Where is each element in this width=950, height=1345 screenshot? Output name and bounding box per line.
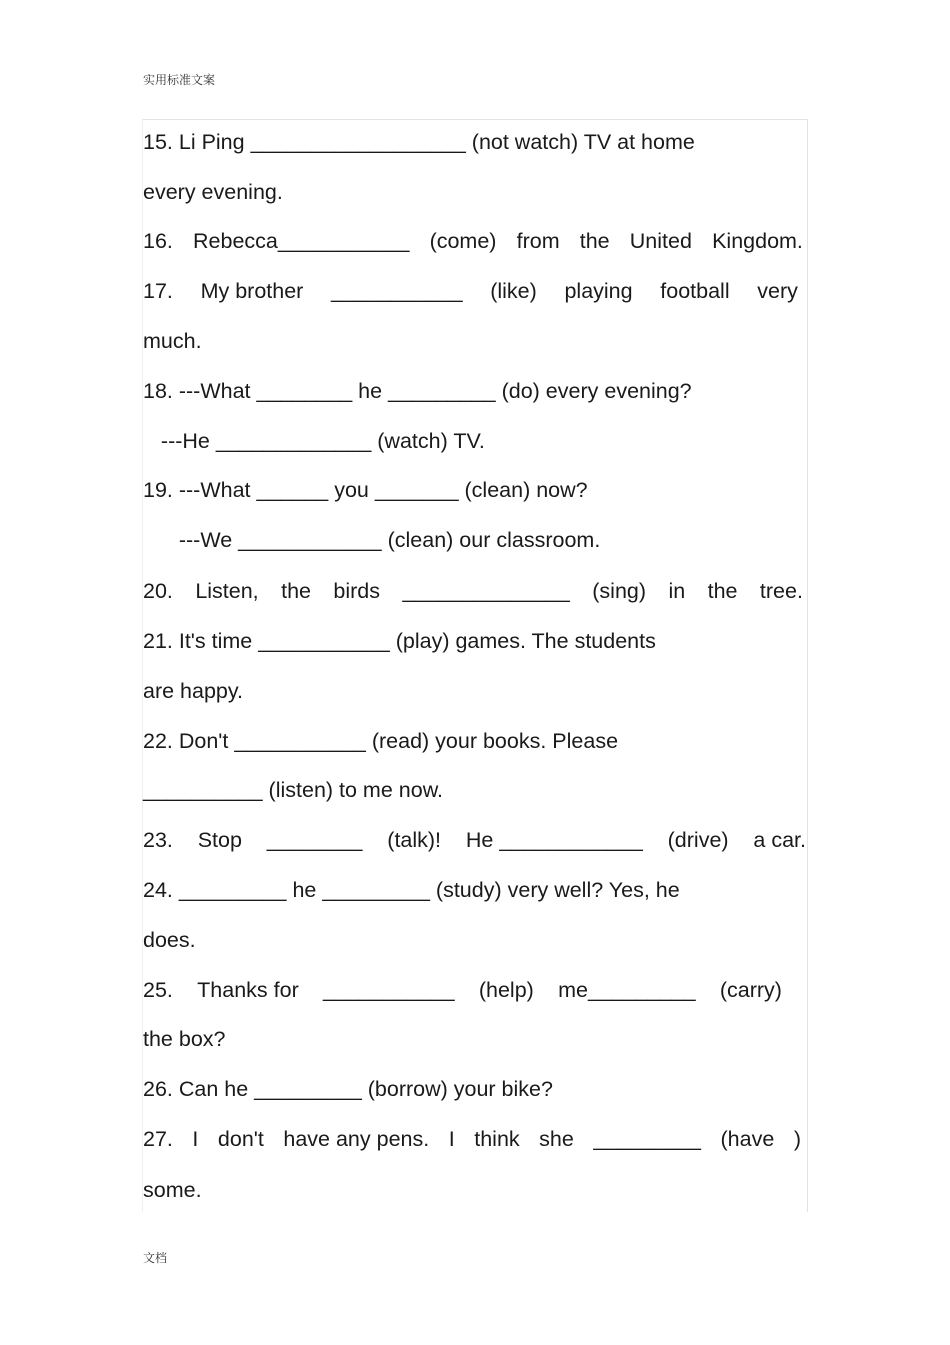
exercise-line-17b: much.: [143, 329, 202, 353]
word: a car.: [753, 828, 806, 852]
exercise-line-21b: are happy.: [143, 679, 244, 703]
exercise-line-17a: [143, 277, 798, 305]
exercise-line-18b: ---He _____________ (watch) TV.: [143, 429, 485, 453]
word: Kingdom.: [712, 229, 803, 253]
word: (come): [429, 229, 497, 253]
exercise-line-24b: does.: [143, 928, 196, 952]
exercise-line-25a: [143, 976, 782, 1004]
word: the: [707, 579, 738, 603]
word: ________: [266, 828, 363, 852]
word: Rebecca___________: [193, 229, 410, 253]
word: ___________: [331, 279, 463, 303]
exercise-line-15a: 15. Li Ping __________________ (not watch) TV at home: [143, 130, 695, 154]
exercise-line-20: [143, 577, 803, 605]
exercise-line-27a: [143, 1125, 801, 1153]
word: 17.: [143, 279, 173, 303]
word: 16.: [143, 229, 173, 253]
word: My brother: [200, 279, 304, 303]
word: (have: [720, 1127, 775, 1151]
exercise-line-24a: 24. _________ he _________ (study) very well? Yes, he: [143, 878, 680, 902]
page-header: 实用标准文案: [143, 73, 216, 87]
exercise-line-22a: 22. Don't ___________ (read) your books. Please: [143, 729, 619, 753]
word: (carry): [719, 978, 782, 1002]
word: the: [579, 229, 610, 253]
word: 20.: [143, 579, 173, 603]
word: the: [281, 579, 311, 603]
page-footer: 文档: [143, 1251, 168, 1265]
word: I: [192, 1127, 199, 1151]
word: (like): [490, 279, 537, 303]
word: 25.: [143, 978, 173, 1002]
exercise-line-21a: 21. It's time ___________ (play) games. The students: [143, 629, 656, 653]
exercise-line-19a: 19. ---What ______ you _______ (clean) now?: [143, 478, 588, 502]
word: Stop: [197, 828, 242, 852]
exercise-line-18a: 18. ---What ________ he _________ (do) every evening?: [143, 379, 692, 403]
word: birds: [333, 579, 381, 603]
exercise-line-16: [143, 227, 803, 255]
word: think: [474, 1127, 520, 1151]
word: ___________: [323, 978, 455, 1002]
word: He ____________: [465, 828, 643, 852]
word: I: [448, 1127, 455, 1151]
exercise-line-19b: ---We ____________ (clean) our classroom.: [143, 528, 601, 552]
exercise-line-25b: the box?: [143, 1027, 226, 1051]
word: from: [516, 229, 560, 253]
word: (talk)!: [387, 828, 442, 852]
exercise-line-26: 26. Can he _________ (borrow) your bike?: [143, 1077, 553, 1101]
word: United: [629, 229, 692, 253]
word: 23.: [143, 828, 173, 852]
exercise-line-15b: every evening.: [143, 180, 283, 204]
exercise-line-22b: __________ (listen) to me now.: [143, 778, 444, 802]
word: Listen,: [195, 579, 259, 603]
word: tree.: [759, 579, 803, 603]
word: 27.: [143, 1127, 173, 1151]
word: very: [757, 279, 798, 303]
word: don't: [217, 1127, 264, 1151]
word: ): [793, 1127, 801, 1151]
exercise-line-23: [143, 826, 806, 854]
word: in: [668, 579, 686, 603]
word: have any pens.: [283, 1127, 430, 1151]
word: me_________: [558, 978, 696, 1002]
word: (help): [478, 978, 534, 1002]
word: (drive): [667, 828, 729, 852]
word: football: [660, 279, 730, 303]
word: _________: [593, 1127, 701, 1151]
word: playing: [564, 279, 633, 303]
word: (sing): [592, 579, 647, 603]
word: Thanks for: [197, 978, 299, 1002]
exercise-line-27b: some.: [143, 1178, 202, 1202]
word: ______________: [402, 579, 570, 603]
word: she: [539, 1127, 574, 1151]
